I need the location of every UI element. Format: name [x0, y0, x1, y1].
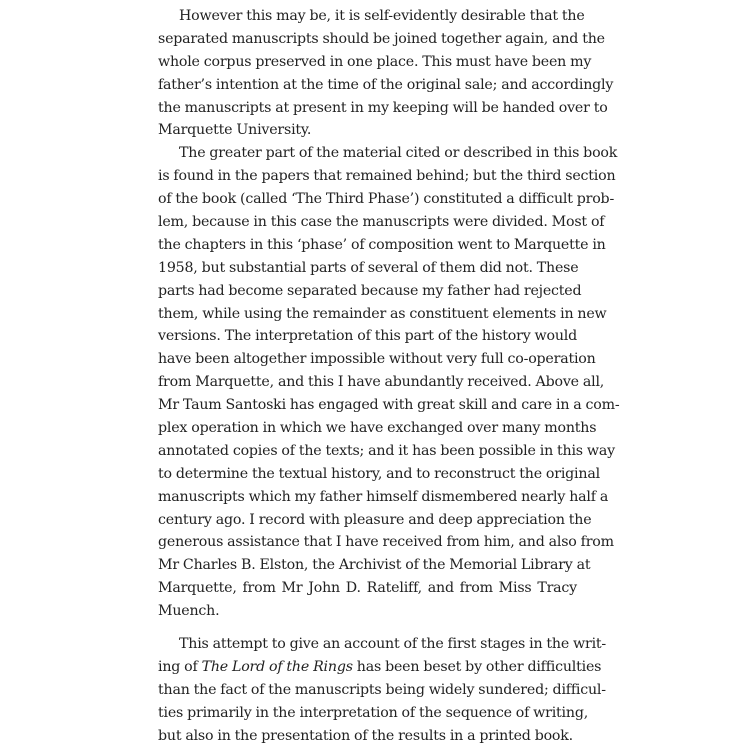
text-run: ing of: [158, 658, 202, 675]
text-line: lem, because in this case the manuscripts were divided. Most of: [158, 214, 605, 231]
text-line: of the book (called ‘The Third Phase’) constituted a difficult prob-: [158, 191, 615, 208]
text-line: parts had become separated because my father had rejected: [158, 282, 582, 299]
text-line: is found in the papers that remained behind; but the third section: [158, 168, 616, 185]
text-line: generous assistance that I have received from him, and also from: [158, 534, 614, 551]
text-line: The greater part of the material cited or described in this book: [179, 145, 618, 162]
text-line-with-title: [137, 656, 602, 679]
text-line: versions. The interpretation of this part of the history would: [158, 328, 577, 345]
text-line: the chapters in this ‘phase’ of composition went to Marquette in: [158, 236, 606, 253]
text-run: has been beset by other difficulties: [352, 658, 602, 675]
text-line: 1958, but substantial parts of several of them did not. These: [158, 259, 579, 276]
text-line: the manuscripts at present in my keeping will be handed over to: [158, 99, 608, 116]
text-line: whole corpus preserved in one place. This must have been my: [158, 53, 592, 70]
text-line: but also in the presentation of the results in a printed book.: [158, 727, 573, 744]
text-line: However this may be, it is self-evidently desirable that the: [179, 8, 585, 24]
paragraph-manuscripts-rejoined: [137, 5, 614, 142]
text-line: annotated copies of the texts; and it has been possible in this way: [158, 442, 615, 459]
text-line: manuscripts which my father himself dismembered nearly half a: [158, 488, 609, 505]
text-line: from Marquette, and this I have abundantly received. Above all,: [158, 374, 605, 391]
text-line: plex operation in which we have exchanged over many months: [158, 420, 597, 437]
text-line: century ago. I record with pleasure and deep appreciation the: [158, 511, 592, 528]
book-page: [137, 5, 620, 748]
text-line: than the fact of the manuscripts being widely sundered; difficul-: [158, 681, 606, 698]
text-line: Mr Taum Santoski has engaged with great skill and care in a com-: [158, 397, 620, 414]
text-line: separated manuscripts should be joined together again, and the: [158, 30, 605, 47]
paragraph-third-phase: [137, 142, 620, 623]
text-line: ties primarily in the interpretation of the sequence of writing,: [158, 704, 589, 721]
text-line: Marquette University.: [158, 122, 312, 139]
text-line: father’s intention at the time of the original sale; and accordingly: [158, 76, 614, 93]
text-line: have been altogether impossible without very full co-operation: [158, 351, 596, 368]
text-line: to determine the textual history, and to reconstruct the original: [158, 465, 600, 482]
paragraph-difficulties: [137, 633, 607, 747]
text-line: Mr Charles B. Elston, the Archivist of the Memorial Library at: [158, 557, 591, 574]
text-line: This attempt to give an account of the first stages in the writ-: [179, 636, 607, 653]
text-line: Marquette, from Mr John D. Rateliff, and from Miss Tracy: [158, 580, 577, 597]
text-line: Muench.: [158, 603, 220, 620]
book-title: The Lord of the Rings: [201, 658, 353, 675]
text-line: them, while using the remainder as constituent elements in new: [158, 305, 607, 322]
